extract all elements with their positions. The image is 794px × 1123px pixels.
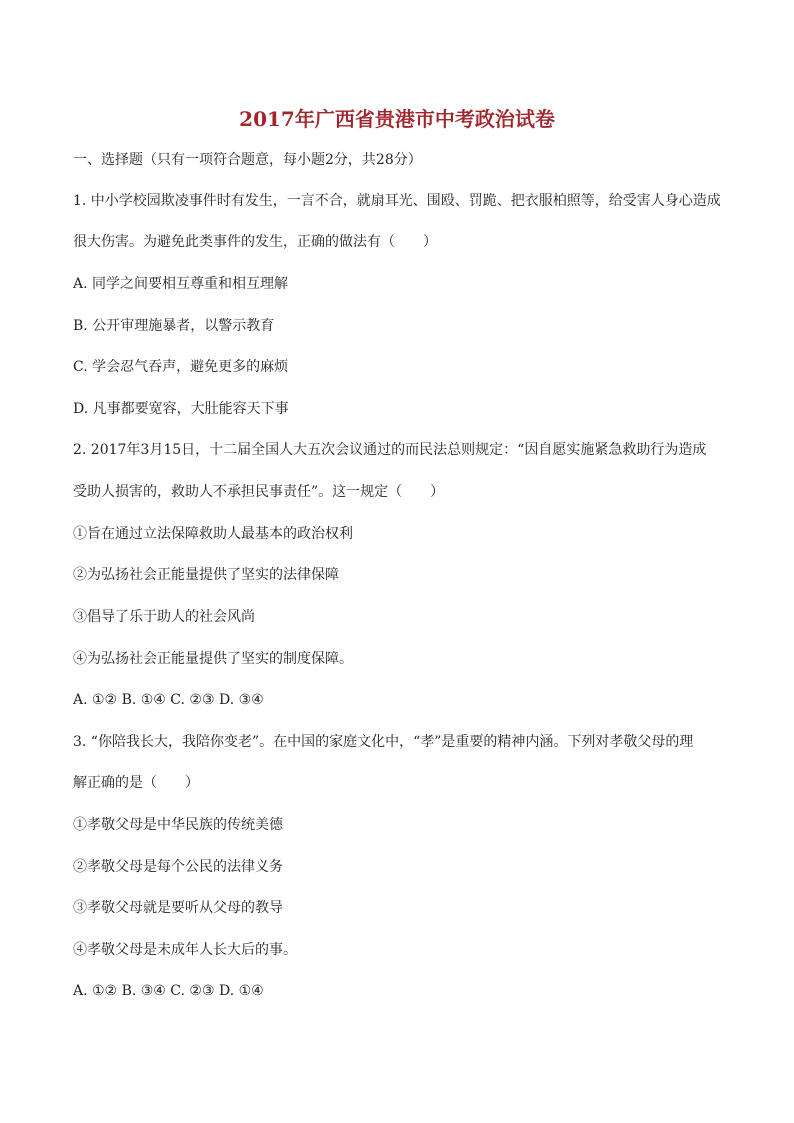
question-1-option-c: C. 学会忍气吞声，避免更多的麻烦: [73, 359, 289, 375]
question-2-statement-4: ④为弘扬社会正能量提供了坚实的制度保障。: [73, 651, 353, 667]
question-2-stem-line-1: 2. 2017年3月15日，十二届全国人大五次会议通过的而民法总则规定：“因自愿实施紧急救助行为造成: [73, 442, 707, 458]
question-1-stem-line-1: 1. 中小学校园欺凌事件时有发生，一言不合，就扇耳光、围殴、罚跪、把衣服柏照等，给受害人身心造成: [73, 193, 721, 209]
exam-title: 2017年广西省贵港市中考政治试卷: [239, 107, 555, 131]
question-3-choices: A. ①② B. ③④ C. ②③ D. ①④: [73, 983, 264, 999]
question-1-stem-line-2: 很大伤害。为避免此类事件的发生，正确的做法有（ ）: [73, 234, 437, 250]
question-1-option-d: D. 凡事都要宽容，大肚能容天下事: [73, 401, 289, 417]
question-3-stem-line-1: 3. “你陪我长大，我陪你变老”。在中国的家庭文化中，“孝”是重要的精神内涵。下列对孝敬父母的理: [73, 734, 694, 750]
question-2-statement-1: ①旨在通过立法保障救助人最基本的政治权利: [73, 526, 353, 542]
question-2-stem-line-2: 受助人损害的，救助人不承担民事责任”。这一规定（ ）: [73, 484, 445, 500]
question-2-statement-2: ②为弘扬社会正能量提供了坚实的法律保障: [73, 567, 339, 583]
question-3-statement-1: ①孝敬父母是中华民族的传统美德: [73, 817, 283, 833]
question-3-stem-line-2: 解正确的是（ ）: [73, 775, 199, 791]
question-2-statement-3: ③倡导了乐于助人的社会风尚: [73, 609, 255, 625]
section-heading: 一、选择题（只有一项符合题意，每小题2分，共28分）: [73, 152, 422, 168]
question-1-option-b: B. 公开审理施暴者，以警示教育: [73, 318, 275, 334]
question-3-statement-4: ④孝敬父母是未成年人长大后的事。: [73, 942, 297, 958]
question-1-option-a: A. 同学之间要相互尊重和相互理解: [73, 276, 289, 292]
question-3-statement-3: ③孝敬父母就是要听从父母的教导: [73, 900, 283, 916]
question-2-choices: A. ①② B. ①④ C. ②③ D. ③④: [73, 692, 264, 708]
question-3-statement-2: ②孝敬父母是每个公民的法律义务: [73, 859, 283, 875]
